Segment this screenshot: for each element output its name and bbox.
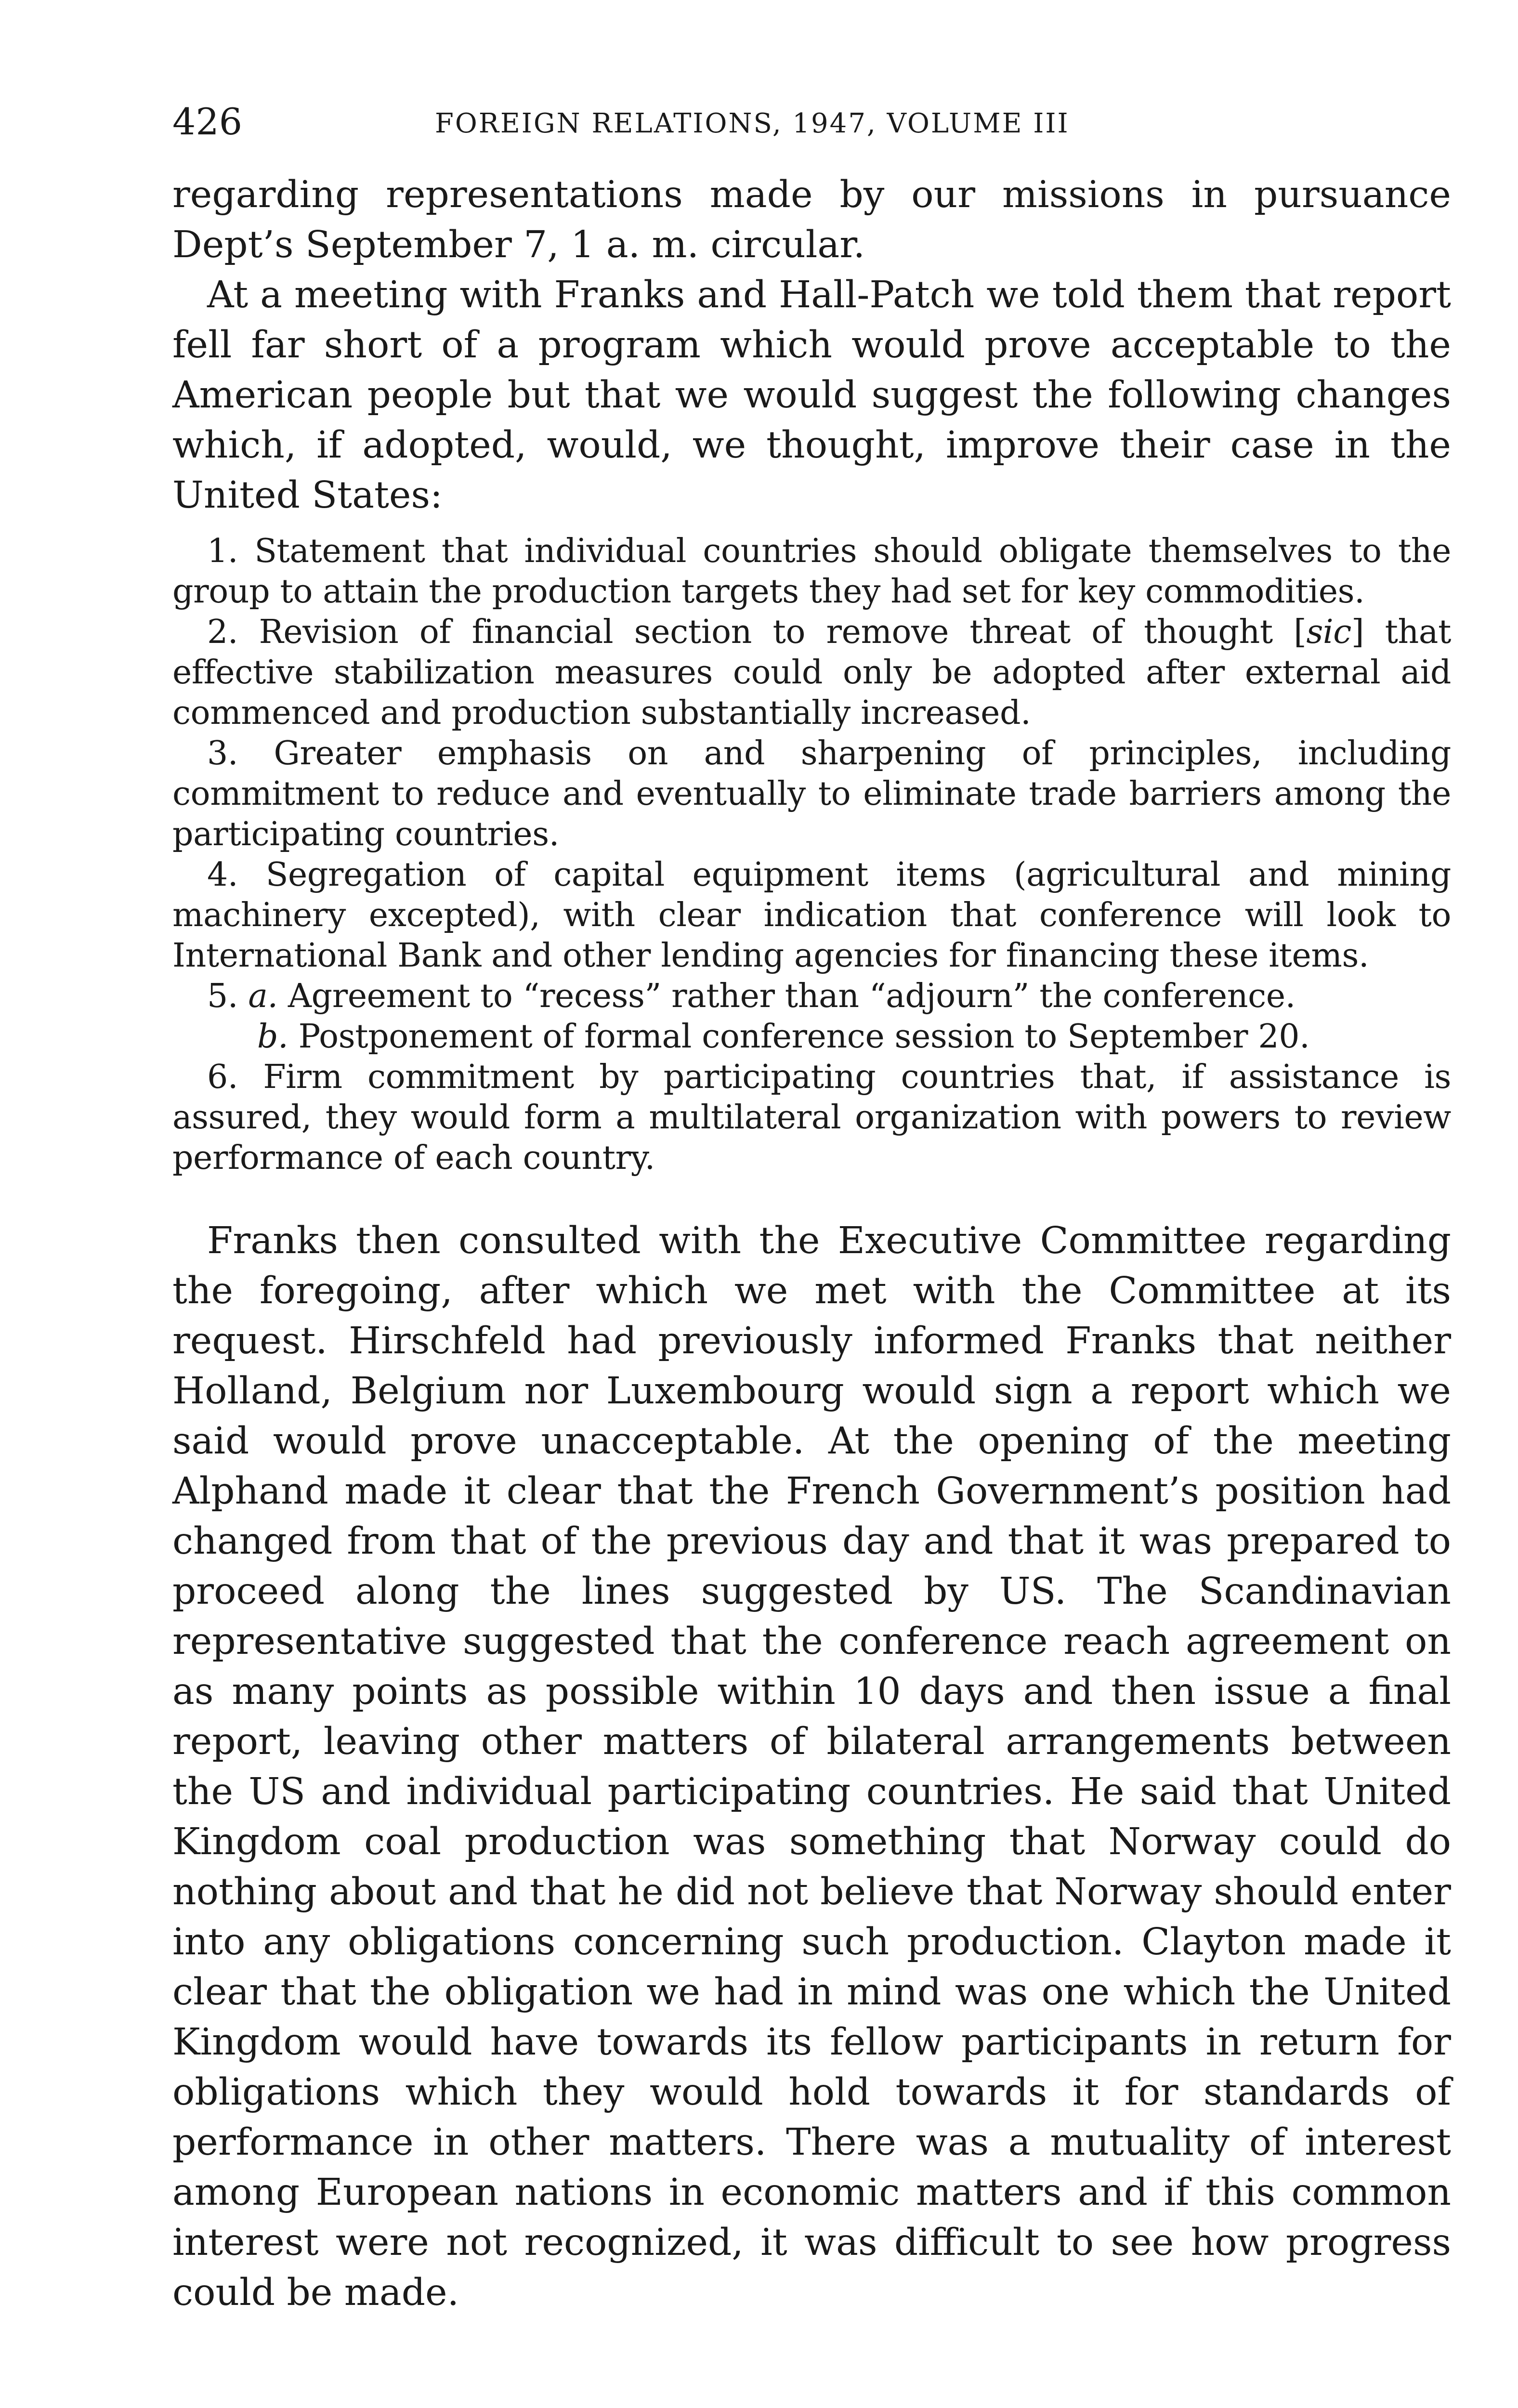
page-number: 426 (172, 100, 243, 143)
running-header (172, 100, 1451, 157)
proposed-changes-list (172, 531, 1451, 1178)
meeting-paragraph: At a meeting with Franks and Hall-Patch we told them that report fell far short of a program which would prove acceptable to the American people but that we would suggest the following changes which, if adopted, would, we thought, improve their case in the United States: (172, 274, 1451, 517)
sic-marker: sic (1306, 613, 1351, 651)
list-item-text: Agreement to “recess” rather than “adjourn” the conference. (288, 977, 1296, 1015)
list-item (172, 1017, 1451, 1057)
continuation-paragraph: regarding representations made by our missions in pursuance Dept’s September 7, 1 a. m. circular. (172, 173, 1451, 266)
list-item: 1. Statement that individual countries should obligate themselves to the group to attain the production targets they had set for key commodities. (172, 532, 1451, 611)
list-item-letter: b. (257, 1018, 288, 1056)
list-item: 6. Firm commitment by participating countries that, if assistance is assured, they would form a multilateral organization with powers to review performance of each country. (172, 1058, 1451, 1177)
list-item-number: 5. (207, 977, 238, 1015)
list-item (172, 976, 1451, 1017)
list-item: 3. Greater emphasis on and sharpening of principles, including commitment to reduce and eventually to eliminate trade barriers among the participating countries. (172, 734, 1451, 853)
list-item-text: Postponement of formal conference session to September 20. (298, 1018, 1310, 1056)
running-title: FOREIGN RELATIONS, 1947, VOLUME III (435, 108, 1070, 139)
closing-paragraph: Franks then consulted with the Executive Committee regarding the foregoing, after which we met with the Committee at its request. Hirschfeld had previously informed Franks that neither Holland, Belgium nor Luxembourg would sign a report which we said would prove unacceptable. At the opening of the meeting Alphand made it clear that the French Government’s position had changed from that of the previous day and that it was prepared to proceed along the lines suggested by US. The Scandinavian representative suggested that the conference reach agreement on as many points as possible within 10 days and then issue a final report, leaving other matters of bilateral arrangements between the US and individual participating countries. He said that United Kingdom coal production was something that Norway could do nothing about and that he did not believe that Norway should enter into any obligations concerning such production. Clayton made it clear that the obligation we had in mind was one which the United Kingdom would have towards its fellow participants in return for obligations which they would hold towards it for standards of performance in other matters. There was a mutuality of interest among European nations in economic matters and if this common interest were not recognized, it was difficult to see how progress could be made. (172, 1219, 1451, 2314)
list-item-text: ] that effective stabilization measures could only be adopted after external aid commenced and production substantially increased. (172, 613, 1451, 732)
document-page (172, 100, 1451, 2318)
list-item-letter: a. (248, 977, 278, 1015)
list-item: 4. Segregation of capital equipment items (agricultural and mining machinery excepted), with clear indication that conference will look to International Bank and other lending agencies for financing these items. (172, 856, 1451, 975)
list-item-text: 2. Revision of financial section to remove threat of thought [ (207, 613, 1307, 651)
list-item (172, 612, 1451, 733)
